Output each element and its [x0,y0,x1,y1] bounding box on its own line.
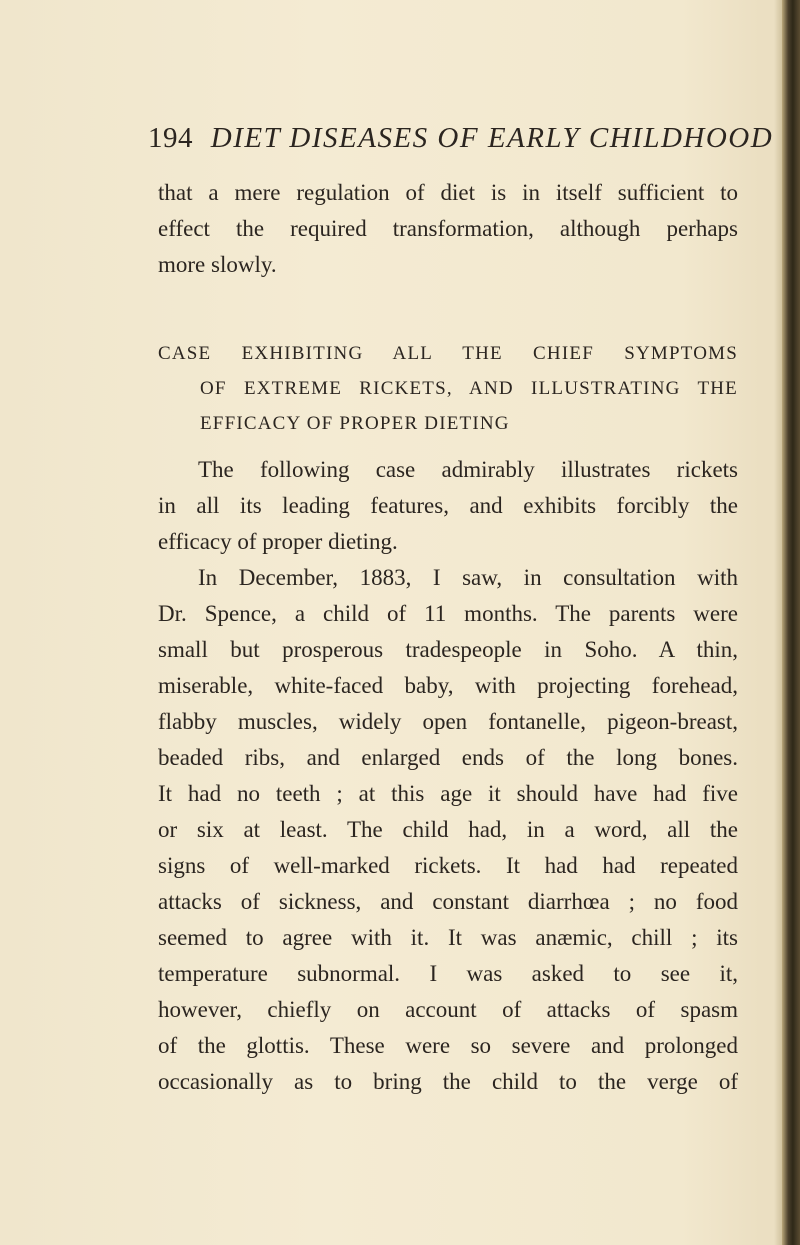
text-line: Dr. Spence, a child of 11 months. The parents were [158,601,738,626]
book-binding-edge [782,0,800,1245]
text-line: in all its leading features, and exhibits forcibly the [158,493,738,518]
text-line: miserable, white-faced baby, with projecting forehead, [158,673,738,698]
text-line: beaded ribs, and enlarged ends of the long bones. [158,745,738,770]
text-line: that a mere regulation of diet is in itself sufficient to [158,180,738,205]
text-line: small but prosperous tradespeople in Soho. A thin, [158,637,738,662]
page-number: 194 [148,122,193,154]
text-line: temperature subnormal. I was asked to see it, [158,961,738,986]
text-line: efficacy of proper dieting. [158,529,398,554]
text-line: attacks of sickness, and constant diarrhœa ; no food [158,889,738,914]
heading-line: CASE EXHIBITING ALL THE CHIEF SYMPTOMS [158,343,738,364]
text-line: The following case admirably illustrates rickets [198,457,738,482]
heading-line: OF EXTREME RICKETS, AND ILLUSTRATING THE [200,378,738,399]
text-line: It had no teeth ; at this age it should have had five [158,781,738,806]
section-heading [158,336,738,441]
text-line: or six at least. The child had, in a word, all the [158,817,738,842]
text-line: In December, 1883, I saw, in consultation with [198,565,738,590]
text-line: flabby muscles, widely open fontanelle, pigeon-breast, [158,709,738,734]
opening-paragraph [158,175,738,283]
running-title: DIET DISEASES OF EARLY CHILDHOOD [210,122,774,154]
text-line: occasionally as to bring the child to the verge of [158,1069,738,1094]
text-line: of the glottis. These were so severe and prolonged [158,1033,738,1058]
case-text [158,452,738,1100]
text-line: effect the required transformation, although perhaps [158,216,738,241]
running-head [148,122,774,162]
text-line: signs of well-marked rickets. It had had repeated [158,853,738,878]
text-line: seemed to agree with it. It was anæmic, chill ; its [158,925,738,950]
text-line: however, chiefly on account of attacks of spasm [158,997,738,1022]
text-line: more slowly. [158,252,277,277]
heading-line: EFFICACY OF PROPER DIETING [200,413,510,434]
